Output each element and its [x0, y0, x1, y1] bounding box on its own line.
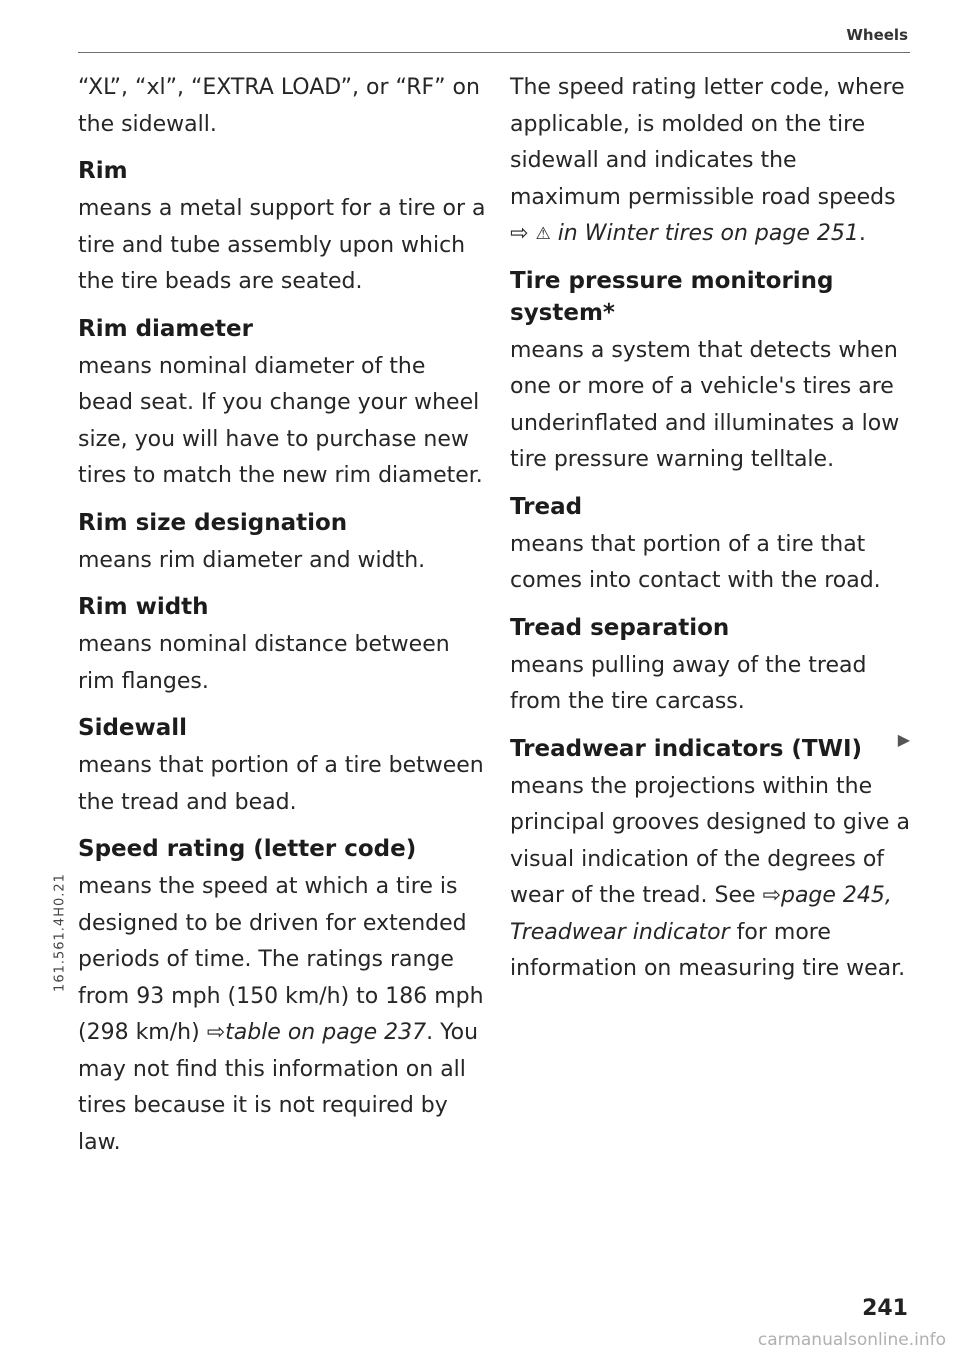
term-speed-rating: Speed rating (letter code): [78, 836, 417, 862]
term-rim-width: Rim width: [78, 594, 209, 620]
intro-text: “XL”, “xl”, “EXTRA LOAD”, or “RF” on the sidewall.: [78, 75, 480, 137]
page-number: 241: [862, 1296, 908, 1321]
arrow-icon: ⇨: [762, 883, 781, 908]
warning-triangle-icon: ⚠: [535, 224, 551, 244]
definition-rim-width: means nominal distance between rim flanges.: [78, 632, 450, 694]
document-code: [50, 810, 70, 1060]
arrow-icon: ⇨: [206, 1020, 226, 1045]
term-rim-diameter: Rim diameter: [78, 315, 253, 342]
document-code-text: 161.561.4H0.21: [52, 873, 68, 992]
definition-rim: means a metal support for a tire or a tire and tube assembly upon which the tire beads are seated.: [78, 196, 486, 294]
watermark: carmanualsonline.info: [757, 1330, 946, 1350]
term-tread: Tread: [510, 493, 583, 520]
cross-reference-link[interactable]: in Winter tires on page 251: [557, 221, 859, 246]
left-column: [78, 70, 486, 1169]
treadwear-text-end: for more information on measuring tire wear.: [510, 919, 906, 981]
header-divider: [78, 52, 910, 53]
term-rim: Rim: [78, 158, 128, 184]
cross-reference-link[interactable]: table on page 237: [225, 1020, 427, 1045]
definition-speed-rating: [78, 869, 486, 1161]
speed-rating-text-start: means the speed at which a tire is designed to be driven for extended periods of time. The ratings range from 93 mph (150 km/h) to 186 mph (298 km/h): [78, 874, 484, 1045]
definition-treadwear-indicators: [510, 769, 910, 988]
right-column: [510, 70, 910, 996]
treadwear-text-start: means the projections within the principal grooves designed to give a visual indication of the degrees of wear of the tread. See: [510, 773, 910, 908]
definition-tread-separation: means pulling away of the tread from the tire carcass.: [510, 652, 867, 714]
speed-code-text-end: .: [858, 221, 866, 246]
speed-rating-text-end: . You may not find this information on all tires because it is not required by law.: [78, 1020, 479, 1155]
term-sidewall: Sidewall: [78, 715, 188, 741]
header-section-title: Wheels: [846, 26, 908, 44]
definition-tread: means that portion of a tire that comes into contact with the road.: [510, 531, 881, 593]
term-rim-size-designation: Rim size designation: [78, 509, 348, 536]
term-tpms: Tire pressure monitoring system*: [510, 267, 834, 326]
continue-arrow-icon: ▶: [897, 730, 910, 749]
term-tread-separation: Tread separation: [510, 614, 730, 641]
cross-reference-link[interactable]: page 245, Treadwear indicator: [510, 883, 892, 945]
speed-code-text-start: The speed rating letter code, where applicable, is molded on the tire sidewall and indicates the maximum permissible road speeds: [510, 75, 905, 210]
definition-sidewall: means that portion of a tire between the tread and bead.: [78, 753, 484, 815]
definition-rim-size-designation: means rim diameter and width.: [78, 547, 426, 573]
speed-code-paragraph: [510, 70, 910, 253]
definition-tpms: means a system that detects when one or more of a vehicle's tires are underinflated and illuminates a low tire pressure warning telltale.: [510, 337, 900, 472]
term-treadwear-indicators: Treadwear indicators (TWI): [510, 735, 863, 762]
arrow-icon: ⇨: [510, 221, 529, 246]
definition-rim-diameter: means nominal diameter of the bead seat. If you change your wheel size, you will have to purchase new tires to match the new rim diameter.: [78, 353, 483, 488]
